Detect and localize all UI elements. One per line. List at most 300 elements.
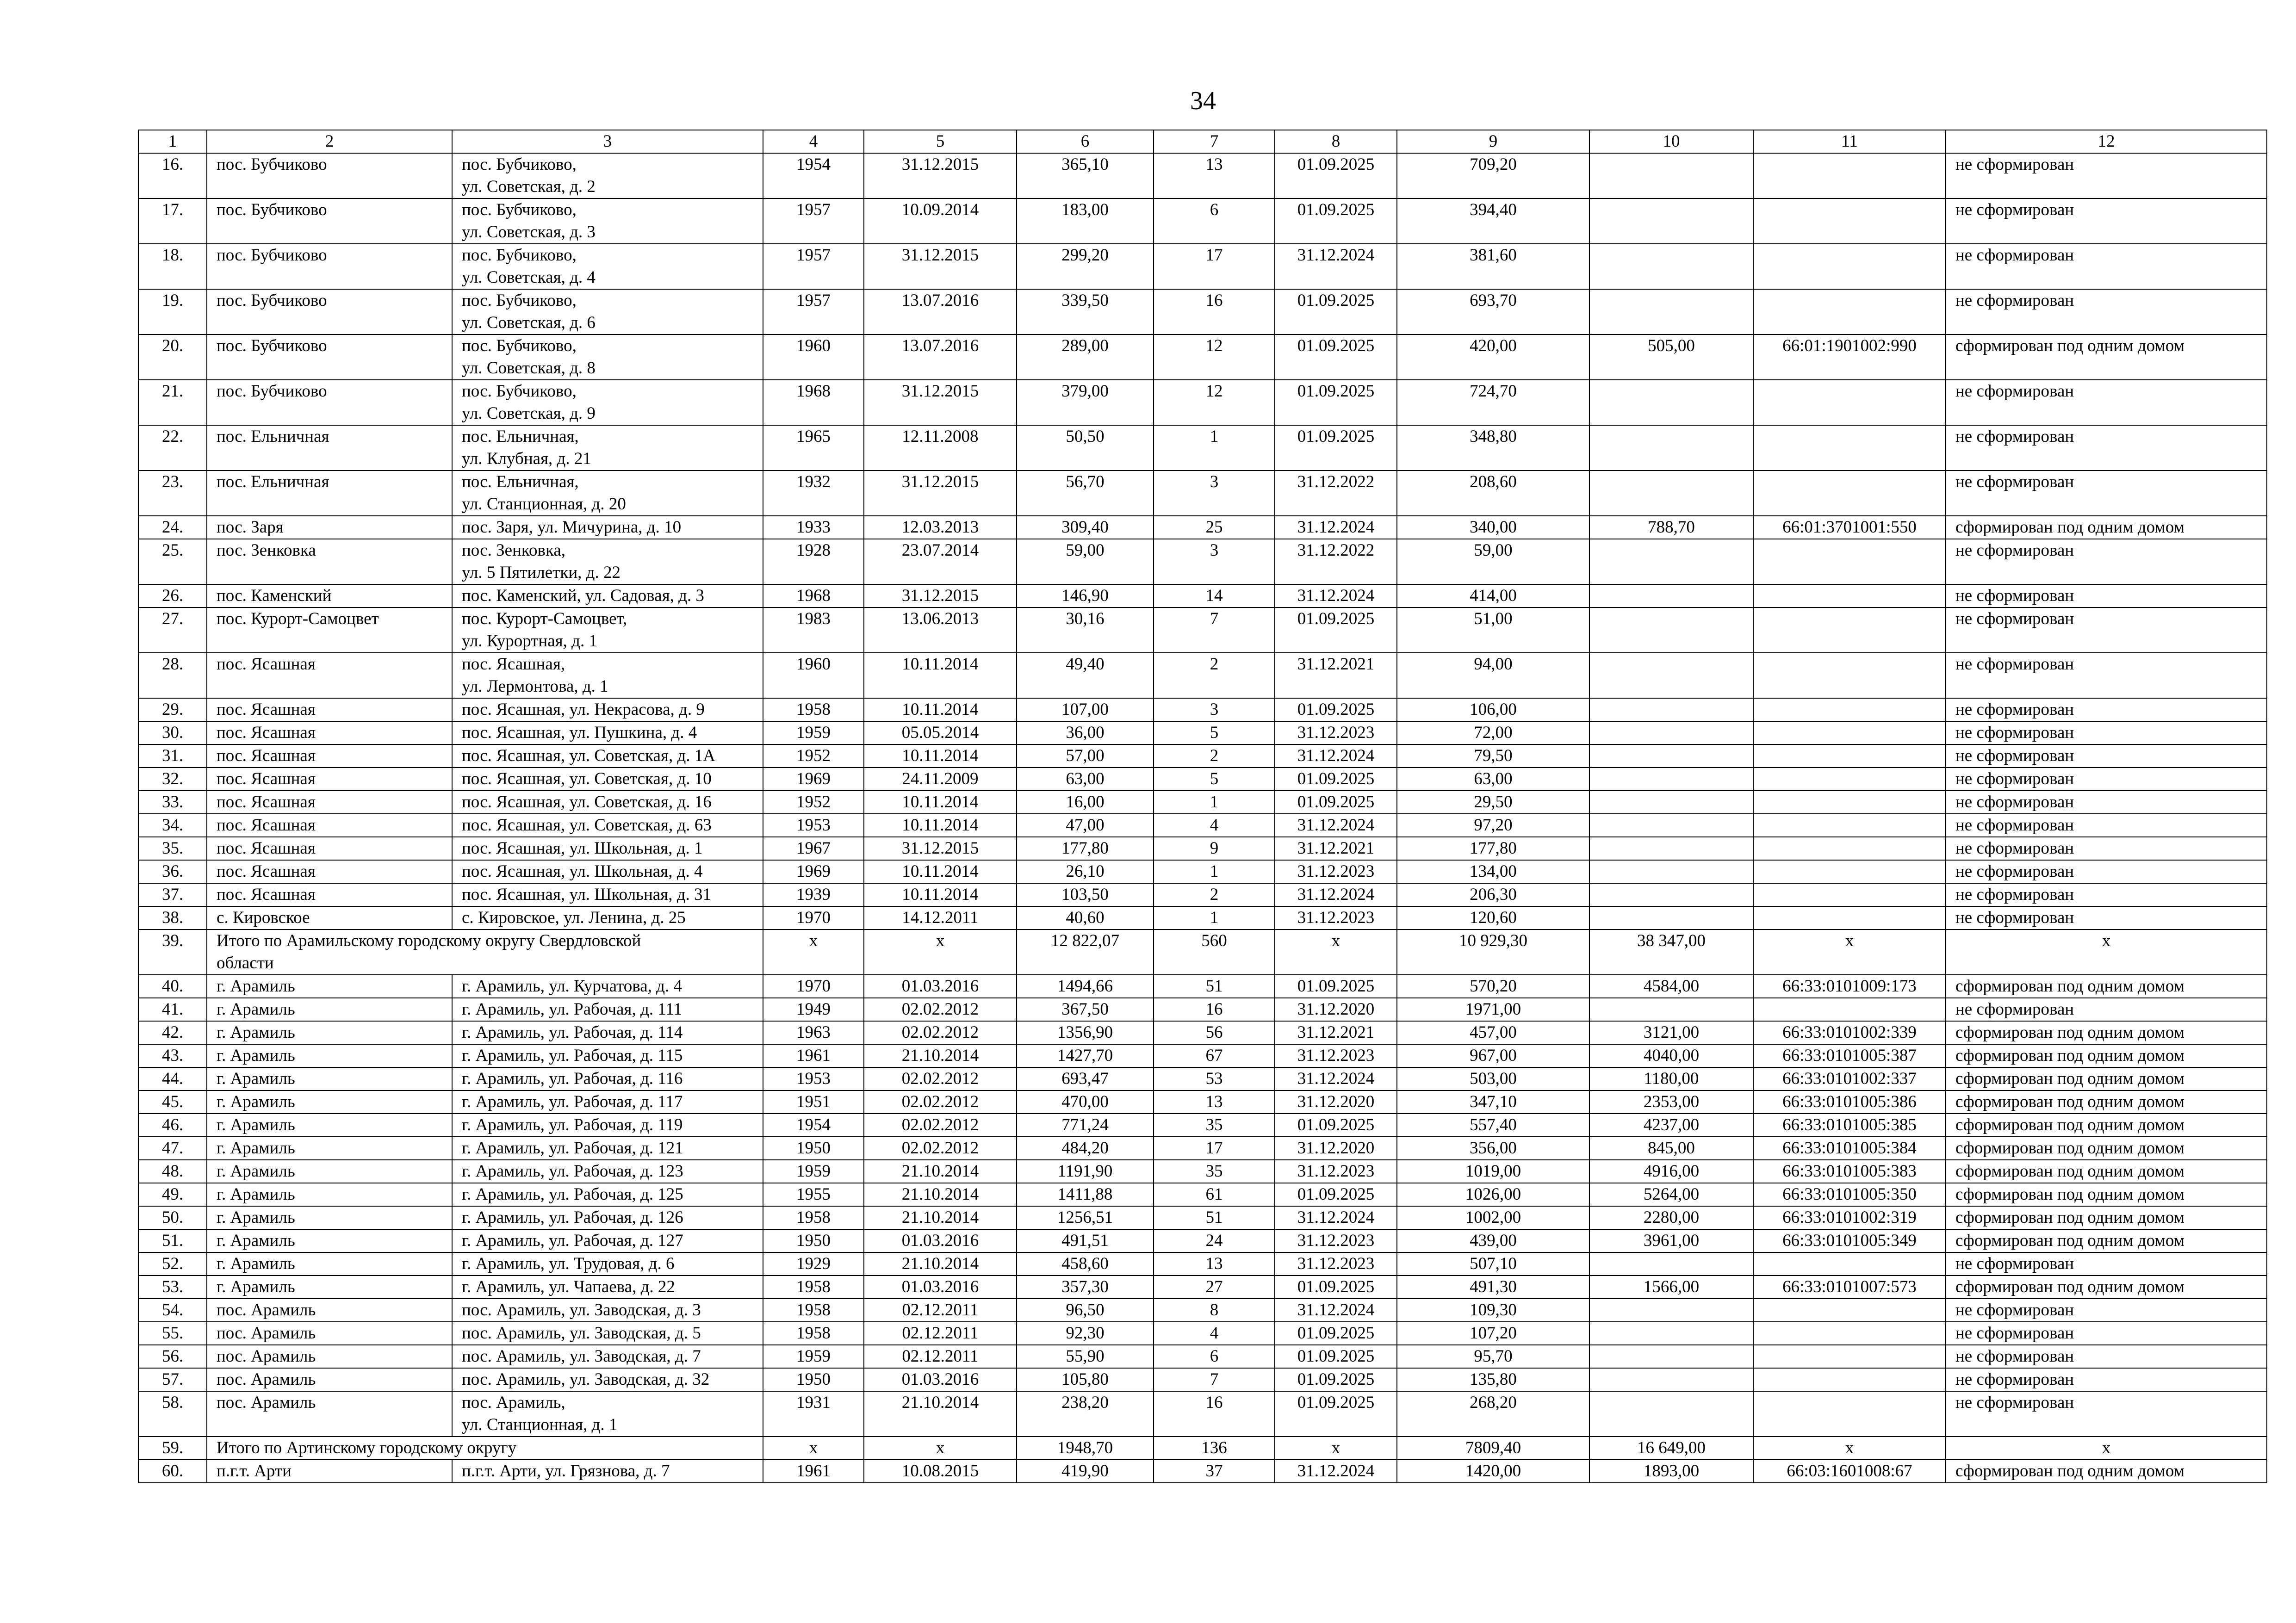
cell-area: 146,90 <box>1017 584 1154 607</box>
cell-date: 10.11.2014 <box>864 744 1017 768</box>
cell-row-number: 53. <box>138 1276 207 1299</box>
cell-settlement: пос. Каменский <box>207 584 452 607</box>
cell-deadline: х <box>1275 1437 1397 1460</box>
cell-date: 10.11.2014 <box>864 883 1017 906</box>
cell-row-number: 38. <box>138 906 207 929</box>
cell-cadastral-number <box>1753 607 1946 653</box>
cell-residents: 9 <box>1154 837 1275 860</box>
table-row <box>138 906 2267 929</box>
cell-settlement: пос. Бубчиково <box>207 198 452 244</box>
table-row <box>138 607 2267 653</box>
cell-settlement: г. Арамиль <box>207 1021 452 1044</box>
table-row <box>138 744 2267 768</box>
cell-land-status: не сформирован <box>1946 425 2267 471</box>
cell-address: пос. Арамиль, ул. Заводская, д. 32 <box>452 1368 763 1391</box>
cell-build-year: 1959 <box>763 1345 864 1368</box>
cell-deadline: 31.12.2024 <box>1275 516 1397 539</box>
cell-build-year: х <box>763 1437 864 1460</box>
cell-residents: 13 <box>1154 153 1275 198</box>
table-row <box>138 1299 2267 1322</box>
cell-row-number: 20. <box>138 335 207 380</box>
cell-land-area: 38 347,00 <box>1589 929 1753 975</box>
cell-land-status: не сформирован <box>1946 584 2267 607</box>
cell-address: пос. Арамиль, ул. Заводская, д. 7 <box>452 1345 763 1368</box>
cell-build-year: 1952 <box>763 791 864 814</box>
cell-land-area: 4916,00 <box>1589 1160 1753 1183</box>
cell-residents: 8 <box>1154 1299 1275 1322</box>
cell-settlement: г. Арамиль <box>207 1276 452 1299</box>
table-row <box>138 860 2267 883</box>
cell-plot-area: 29,50 <box>1397 791 1589 814</box>
cell-build-year: 1967 <box>763 837 864 860</box>
cell-row-number: 43. <box>138 1044 207 1067</box>
cell-address: пос. Арамиль, ул. Заводская, д. 5 <box>452 1322 763 1345</box>
cell-area: 771,24 <box>1017 1114 1154 1137</box>
cell-land-status: не сформирован <box>1946 998 2267 1021</box>
cell-row-number: 22. <box>138 425 207 471</box>
cell-date: 10.11.2014 <box>864 698 1017 721</box>
cell-plot-area: 381,60 <box>1397 244 1589 289</box>
cell-plot-area: 414,00 <box>1397 584 1589 607</box>
cell-cadastral-number <box>1753 744 1946 768</box>
cell-land-area <box>1589 1391 1753 1437</box>
cell-address: пос. Бубчиково, ул. Советская, д. 8 <box>452 335 763 380</box>
cell-residents: 61 <box>1154 1183 1275 1206</box>
column-number-9: 9 <box>1397 130 1589 153</box>
cell-settlement: г. Арамиль <box>207 1160 452 1183</box>
cell-settlement: пос. Ясашная <box>207 883 452 906</box>
cell-cadastral-number <box>1753 198 1946 244</box>
cell-total-label: Итого по Арамильскому городскому округу Свердловской области <box>207 929 763 975</box>
cell-area: 299,20 <box>1017 244 1154 289</box>
cell-row-number: 50. <box>138 1206 207 1229</box>
cell-land-status: не сформирован <box>1946 471 2267 516</box>
cell-date: 10.11.2014 <box>864 791 1017 814</box>
cell-plot-area: 1971,00 <box>1397 998 1589 1021</box>
cell-row-number: 55. <box>138 1322 207 1345</box>
table-row <box>138 1345 2267 1368</box>
cell-build-year: 1953 <box>763 1067 864 1090</box>
cell-area: 491,51 <box>1017 1229 1154 1252</box>
cell-area: 16,00 <box>1017 791 1154 814</box>
cell-plot-area: 107,20 <box>1397 1322 1589 1345</box>
cell-build-year: х <box>763 929 864 975</box>
cell-cadastral-number <box>1753 539 1946 584</box>
cell-area: 419,90 <box>1017 1460 1154 1483</box>
cell-build-year: 1950 <box>763 1229 864 1252</box>
column-number-row <box>138 130 2267 153</box>
cell-plot-area: 570,20 <box>1397 975 1589 998</box>
cell-land-area: 4040,00 <box>1589 1044 1753 1067</box>
table-row <box>138 244 2267 289</box>
cell-date: 02.12.2011 <box>864 1322 1017 1345</box>
cell-cadastral-number <box>1753 837 1946 860</box>
cell-area: 49,40 <box>1017 653 1154 698</box>
cell-land-area: 16 649,00 <box>1589 1437 1753 1460</box>
cell-area: 92,30 <box>1017 1322 1154 1345</box>
cell-land-area: 845,00 <box>1589 1137 1753 1160</box>
cell-cadastral-number <box>1753 906 1946 929</box>
cell-land-status: не сформирован <box>1946 837 2267 860</box>
cell-date: 21.10.2014 <box>864 1160 1017 1183</box>
cell-land-status: не сформирован <box>1946 791 2267 814</box>
cell-plot-area: 1019,00 <box>1397 1160 1589 1183</box>
cell-residents: 53 <box>1154 1067 1275 1090</box>
cell-residents: 24 <box>1154 1229 1275 1252</box>
cell-date: 21.10.2014 <box>864 1391 1017 1437</box>
cell-land-status: сформирован под одним домом <box>1946 1276 2267 1299</box>
cell-land-status: не сформирован <box>1946 1345 2267 1368</box>
table-row <box>138 380 2267 425</box>
cell-land-area: 1893,00 <box>1589 1460 1753 1483</box>
cell-cadastral-number <box>1753 814 1946 837</box>
cell-address: г. Арамиль, ул. Трудовая, д. 6 <box>452 1252 763 1276</box>
cell-residents: 3 <box>1154 698 1275 721</box>
cell-date: 10.11.2014 <box>864 653 1017 698</box>
cell-date: 21.10.2014 <box>864 1183 1017 1206</box>
cell-settlement: г. Арамиль <box>207 1090 452 1114</box>
table-row <box>138 1137 2267 1160</box>
cell-row-number: 52. <box>138 1252 207 1276</box>
cell-settlement: пос. Бубчиково <box>207 153 452 198</box>
cell-area: 103,50 <box>1017 883 1154 906</box>
cell-deadline: 31.12.2023 <box>1275 906 1397 929</box>
cell-land-area <box>1589 998 1753 1021</box>
cell-settlement: пос. Ясашная <box>207 768 452 791</box>
cell-cadastral-number: 66:33:0101002:319 <box>1753 1206 1946 1229</box>
cell-row-number: 26. <box>138 584 207 607</box>
cell-address: г. Арамиль, ул. Рабочая, д. 125 <box>452 1183 763 1206</box>
cell-build-year: 1949 <box>763 998 864 1021</box>
cell-row-number: 54. <box>138 1299 207 1322</box>
cell-date: 12.03.2013 <box>864 516 1017 539</box>
table-row <box>138 975 2267 998</box>
cell-land-area <box>1589 860 1753 883</box>
cell-settlement: пос. Ясашная <box>207 860 452 883</box>
cell-settlement: пос. Арамиль <box>207 1391 452 1437</box>
cell-row-number: 25. <box>138 539 207 584</box>
cell-cadastral-number: х <box>1753 1437 1946 1460</box>
cell-plot-area: 348,80 <box>1397 425 1589 471</box>
cell-build-year: 1928 <box>763 539 864 584</box>
cell-address: пос. Ясашная, ул. Советская, д. 63 <box>452 814 763 837</box>
cell-row-number: 39. <box>138 929 207 975</box>
cell-build-year: 1958 <box>763 1206 864 1229</box>
housing-register-table <box>138 130 2267 1483</box>
table-row <box>138 653 2267 698</box>
table-row <box>138 1368 2267 1391</box>
cell-row-number: 35. <box>138 837 207 860</box>
cell-area: 183,00 <box>1017 198 1154 244</box>
cell-cadastral-number <box>1753 721 1946 744</box>
table-row <box>138 1021 2267 1044</box>
cell-row-number: 45. <box>138 1090 207 1114</box>
table-row <box>138 721 2267 744</box>
cell-cadastral-number <box>1753 1322 1946 1345</box>
cell-row-number: 32. <box>138 768 207 791</box>
cell-settlement: пос. Курорт-Самоцвет <box>207 607 452 653</box>
cell-settlement: г. Арамиль <box>207 1252 452 1276</box>
cell-land-status: сформирован под одним домом <box>1946 1067 2267 1090</box>
cell-cadastral-number: 66:33:0101002:339 <box>1753 1021 1946 1044</box>
cell-residents: 56 <box>1154 1021 1275 1044</box>
table-row <box>138 1276 2267 1299</box>
cell-settlement: г. Арамиль <box>207 998 452 1021</box>
cell-address: пос. Ясашная, ул. Школьная, д. 31 <box>452 883 763 906</box>
cell-cadastral-number: 66:33:0101005:386 <box>1753 1090 1946 1114</box>
cell-plot-area: 72,00 <box>1397 721 1589 744</box>
cell-residents: 13 <box>1154 1090 1275 1114</box>
cell-deadline: 01.09.2025 <box>1275 768 1397 791</box>
column-number-4: 4 <box>763 130 864 153</box>
total-row <box>138 1437 2267 1460</box>
cell-plot-area: 97,20 <box>1397 814 1589 837</box>
cell-land-area <box>1589 837 1753 860</box>
cell-land-area: 1180,00 <box>1589 1067 1753 1090</box>
cell-address: пос. Ясашная, ул. Пушкина, д. 4 <box>452 721 763 744</box>
cell-row-number: 37. <box>138 883 207 906</box>
cell-build-year: 1929 <box>763 1252 864 1276</box>
cell-land-status: сформирован под одним домом <box>1946 335 2267 380</box>
cell-address: пос. Бубчиково, ул. Советская, д. 9 <box>452 380 763 425</box>
cell-plot-area: 109,30 <box>1397 1299 1589 1322</box>
cell-settlement: пос. Ельничная <box>207 425 452 471</box>
cell-address: пос. Курорт-Самоцвет, ул. Курортная, д. 1 <box>452 607 763 653</box>
cell-row-number: 29. <box>138 698 207 721</box>
cell-row-number: 42. <box>138 1021 207 1044</box>
cell-address: пос. Ясашная, ул. Советская, д. 10 <box>452 768 763 791</box>
cell-build-year: 1957 <box>763 244 864 289</box>
cell-row-number: 33. <box>138 791 207 814</box>
cell-date: 31.12.2015 <box>864 471 1017 516</box>
column-number-5: 5 <box>864 130 1017 153</box>
cell-plot-area: 10 929,30 <box>1397 929 1589 975</box>
cell-address: пос. Арамиль, ул. Заводская, д. 3 <box>452 1299 763 1322</box>
cell-settlement: пос. Ясашная <box>207 837 452 860</box>
cell-cadastral-number: 66:01:1901002:990 <box>1753 335 1946 380</box>
table-row <box>138 814 2267 837</box>
cell-settlement: пос. Ясашная <box>207 744 452 768</box>
cell-land-status: не сформирован <box>1946 539 2267 584</box>
cell-deadline: 31.12.2021 <box>1275 837 1397 860</box>
cell-deadline: 31.12.2023 <box>1275 1044 1397 1067</box>
cell-build-year: 1955 <box>763 1183 864 1206</box>
cell-plot-area: 394,40 <box>1397 198 1589 244</box>
cell-deadline: 31.12.2024 <box>1275 1299 1397 1322</box>
cell-land-area <box>1589 698 1753 721</box>
cell-date: х <box>864 1437 1017 1460</box>
cell-date: 02.02.2012 <box>864 998 1017 1021</box>
column-number-7: 7 <box>1154 130 1275 153</box>
cell-build-year: 1961 <box>763 1044 864 1067</box>
cell-row-number: 49. <box>138 1183 207 1206</box>
cell-date: 02.02.2012 <box>864 1021 1017 1044</box>
column-number-11: 11 <box>1753 130 1946 153</box>
cell-row-number: 56. <box>138 1345 207 1368</box>
table-row <box>138 1229 2267 1252</box>
cell-land-area <box>1589 584 1753 607</box>
cell-date: 10.11.2014 <box>864 860 1017 883</box>
cell-build-year: 1958 <box>763 1322 864 1345</box>
cell-residents: 12 <box>1154 380 1275 425</box>
cell-plot-area: 59,00 <box>1397 539 1589 584</box>
cell-row-number: 57. <box>138 1368 207 1391</box>
cell-land-area <box>1589 425 1753 471</box>
cell-date: 13.07.2016 <box>864 335 1017 380</box>
cell-date: 21.10.2014 <box>864 1044 1017 1067</box>
cell-plot-area: 356,00 <box>1397 1137 1589 1160</box>
cell-address: пос. Ельничная, ул. Станционная, д. 20 <box>452 471 763 516</box>
cell-cadastral-number <box>1753 998 1946 1021</box>
cell-date: 02.02.2012 <box>864 1114 1017 1137</box>
cell-cadastral-number: 66:33:0101005:387 <box>1753 1044 1946 1067</box>
table-row <box>138 791 2267 814</box>
cell-build-year: 1960 <box>763 653 864 698</box>
cell-address: пос. Ясашная, ул. Некрасова, д. 9 <box>452 698 763 721</box>
cell-land-status: не сформирован <box>1946 289 2267 335</box>
cell-land-status: сформирован под одним домом <box>1946 1460 2267 1483</box>
cell-residents: 67 <box>1154 1044 1275 1067</box>
cell-date: 31.12.2015 <box>864 153 1017 198</box>
cell-plot-area: 693,70 <box>1397 289 1589 335</box>
cell-residents: 6 <box>1154 198 1275 244</box>
cell-build-year: 1952 <box>763 744 864 768</box>
cell-land-area <box>1589 1252 1753 1276</box>
cell-area: 177,80 <box>1017 837 1154 860</box>
cell-address: пос. Каменский, ул. Садовая, д. 3 <box>452 584 763 607</box>
cell-build-year: 1961 <box>763 1460 864 1483</box>
cell-land-area: 3961,00 <box>1589 1229 1753 1252</box>
cell-settlement: пос. Ясашная <box>207 698 452 721</box>
cell-deadline: 01.09.2025 <box>1275 380 1397 425</box>
cell-plot-area: 79,50 <box>1397 744 1589 768</box>
cell-address: пос. Бубчиково, ул. Советская, д. 3 <box>452 198 763 244</box>
cell-deadline: 31.12.2022 <box>1275 471 1397 516</box>
cell-land-status: сформирован под одним домом <box>1946 516 2267 539</box>
cell-deadline: 31.12.2024 <box>1275 244 1397 289</box>
cell-settlement: с. Кировское <box>207 906 452 929</box>
cell-plot-area: 268,20 <box>1397 1391 1589 1437</box>
cell-date: 10.11.2014 <box>864 814 1017 837</box>
cell-cadastral-number <box>1753 791 1946 814</box>
cell-land-area <box>1589 791 1753 814</box>
column-number-10: 10 <box>1589 130 1753 153</box>
cell-deadline: 31.12.2024 <box>1275 1460 1397 1483</box>
cell-build-year: 1954 <box>763 153 864 198</box>
cell-address: пос. Арамиль, ул. Станционная, д. 1 <box>452 1391 763 1437</box>
cell-cadastral-number <box>1753 471 1946 516</box>
cell-deadline: 01.09.2025 <box>1275 198 1397 244</box>
cell-residents: 5 <box>1154 768 1275 791</box>
cell-plot-area: 106,00 <box>1397 698 1589 721</box>
cell-date: 31.12.2015 <box>864 584 1017 607</box>
cell-address: пос. Ельничная, ул. Клубная, д. 21 <box>452 425 763 471</box>
cell-land-status: не сформирован <box>1946 380 2267 425</box>
cell-residents: 35 <box>1154 1114 1275 1137</box>
cell-total-label: Итого по Артинскому городскому округу <box>207 1437 763 1460</box>
cell-land-status: не сформирован <box>1946 1322 2267 1345</box>
cell-cadastral-number: 66:33:0101007:573 <box>1753 1276 1946 1299</box>
cell-address: г. Арамиль, ул. Рабочая, д. 111 <box>452 998 763 1021</box>
cell-row-number: 16. <box>138 153 207 198</box>
cell-area: 12 822,07 <box>1017 929 1154 975</box>
cell-date: 02.02.2012 <box>864 1137 1017 1160</box>
cell-area: 55,90 <box>1017 1345 1154 1368</box>
cell-settlement: пос. Ясашная <box>207 791 452 814</box>
cell-area: 365,10 <box>1017 153 1154 198</box>
cell-deadline: 01.09.2025 <box>1275 607 1397 653</box>
cell-land-area <box>1589 1345 1753 1368</box>
cell-cadastral-number: 66:03:1601008:67 <box>1753 1460 1946 1483</box>
cell-date: 01.03.2016 <box>864 1368 1017 1391</box>
cell-residents: 16 <box>1154 1391 1275 1437</box>
cell-deadline: 31.12.2024 <box>1275 744 1397 768</box>
cell-plot-area: 7809,40 <box>1397 1437 1589 1460</box>
cell-row-number: 24. <box>138 516 207 539</box>
cell-area: 1191,90 <box>1017 1160 1154 1183</box>
cell-deadline: 01.09.2025 <box>1275 1391 1397 1437</box>
cell-land-status: не сформирован <box>1946 768 2267 791</box>
cell-plot-area: 95,70 <box>1397 1345 1589 1368</box>
table-row <box>138 883 2267 906</box>
cell-land-area: 4237,00 <box>1589 1114 1753 1137</box>
cell-cadastral-number <box>1753 425 1946 471</box>
cell-settlement: пос. Бубчиково <box>207 380 452 425</box>
cell-date: 21.10.2014 <box>864 1252 1017 1276</box>
cell-build-year: 1983 <box>763 607 864 653</box>
cell-area: 1427,70 <box>1017 1044 1154 1067</box>
column-number-1: 1 <box>138 130 207 153</box>
cell-cadastral-number <box>1753 1252 1946 1276</box>
cell-settlement: п.г.т. Арти <box>207 1460 452 1483</box>
cell-area: 470,00 <box>1017 1090 1154 1114</box>
cell-date: 13.06.2013 <box>864 607 1017 653</box>
cell-address: пос. Зенковка, ул. 5 Пятилетки, д. 22 <box>452 539 763 584</box>
cell-deadline: 31.12.2023 <box>1275 860 1397 883</box>
cell-area: 693,47 <box>1017 1067 1154 1090</box>
cell-cadastral-number <box>1753 883 1946 906</box>
cell-land-area <box>1589 883 1753 906</box>
cell-deadline: 31.12.2021 <box>1275 1021 1397 1044</box>
cell-date: 02.12.2011 <box>864 1299 1017 1322</box>
cell-date: 01.03.2016 <box>864 1276 1017 1299</box>
cell-settlement: пос. Ясашная <box>207 814 452 837</box>
cell-build-year: 1933 <box>763 516 864 539</box>
cell-date: 10.08.2015 <box>864 1460 1017 1483</box>
cell-residents: 14 <box>1154 584 1275 607</box>
cell-deadline: 01.09.2025 <box>1275 975 1397 998</box>
cell-address: г. Арамиль, ул. Рабочая, д. 114 <box>452 1021 763 1044</box>
cell-cadastral-number: 66:01:3701001:550 <box>1753 516 1946 539</box>
cell-deadline: 01.09.2025 <box>1275 153 1397 198</box>
cell-date: 01.03.2016 <box>864 975 1017 998</box>
cell-deadline: 31.12.2024 <box>1275 1067 1397 1090</box>
cell-residents: 3 <box>1154 471 1275 516</box>
cell-land-area <box>1589 539 1753 584</box>
table-row <box>138 335 2267 380</box>
cell-area: 1411,88 <box>1017 1183 1154 1206</box>
cell-row-number: 46. <box>138 1114 207 1137</box>
cell-settlement: г. Арамиль <box>207 1067 452 1090</box>
column-number-12: 12 <box>1946 130 2267 153</box>
cell-residents: 4 <box>1154 1322 1275 1345</box>
cell-build-year: 1959 <box>763 721 864 744</box>
cell-land-area <box>1589 1322 1753 1345</box>
cell-land-area: 788,70 <box>1589 516 1753 539</box>
cell-row-number: 48. <box>138 1160 207 1183</box>
cell-address: г. Арамиль, ул. Рабочая, д. 117 <box>452 1090 763 1114</box>
cell-area: 238,20 <box>1017 1391 1154 1437</box>
